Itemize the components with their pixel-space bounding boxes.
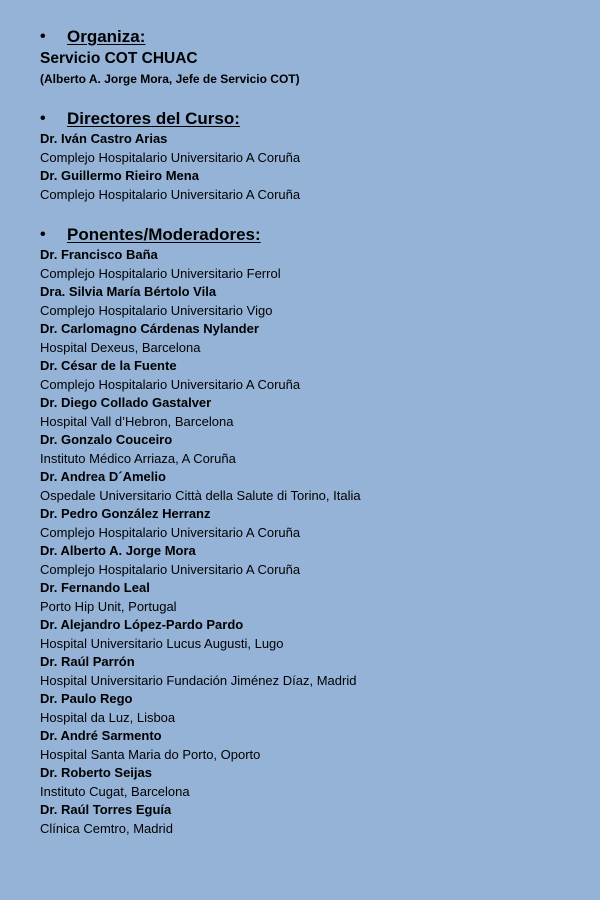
director-name: Dr. Iván Castro Arias bbox=[40, 131, 168, 146]
speaker-affiliation: Complejo Hospitalario Universitario Vigo bbox=[40, 302, 273, 318]
speaker-name: Dr. Pedro González Herranz bbox=[40, 506, 211, 521]
speaker-name: Dr. César de la Fuente bbox=[40, 358, 177, 373]
director-affiliation: Complejo Hospitalario Universitario A Coruña bbox=[40, 186, 301, 202]
speaker-name: Dr. Paulo Rego bbox=[40, 691, 133, 706]
speaker-name: Dr. Francisco Baña bbox=[40, 247, 158, 262]
director-name: Dr. Guillermo Rieiro Mena bbox=[40, 168, 199, 183]
speaker-affiliation: Clínica Cemtro, Madrid bbox=[40, 820, 173, 836]
director-affiliation: Complejo Hospitalario Universitario A Coruña bbox=[40, 149, 301, 165]
speaker-entry bbox=[40, 394, 600, 431]
organiza-heading-row bbox=[40, 26, 600, 48]
speaker-name: Dr. Raúl Torres Eguía bbox=[40, 802, 172, 817]
speaker-affiliation: Porto Hip Unit, Portugal bbox=[40, 598, 177, 614]
speaker-entry bbox=[40, 246, 600, 283]
speaker-affiliation: Complejo Hospitalario Universitario A Coruña bbox=[40, 524, 301, 540]
directores-list bbox=[40, 130, 600, 204]
directores-heading-row bbox=[40, 108, 600, 130]
organiza-heading: Organiza: bbox=[67, 27, 146, 46]
speaker-affiliation: Hospital Dexeus, Barcelona bbox=[40, 339, 201, 355]
speaker-name: Dr. Carlomagno Cárdenas Nylander bbox=[40, 321, 259, 336]
ponentes-heading: Ponentes/Moderadores: bbox=[67, 225, 261, 244]
speaker-entry bbox=[40, 727, 600, 764]
speaker-entry bbox=[40, 616, 600, 653]
ponentes-list bbox=[40, 246, 600, 838]
speaker-name: Dr. Roberto Seijas bbox=[40, 765, 152, 780]
speaker-name: Dr. Raúl Parrón bbox=[40, 654, 135, 669]
speaker-name: Dr. Diego Collado Gastalver bbox=[40, 395, 212, 410]
speaker-entry bbox=[40, 505, 600, 542]
ponentes-heading-row bbox=[40, 224, 600, 246]
bullet-icon: • bbox=[40, 110, 46, 127]
speaker-name: Dr. Alberto A. Jorge Mora bbox=[40, 543, 196, 558]
organiza-section bbox=[40, 26, 600, 88]
speaker-entry bbox=[40, 431, 600, 468]
speaker-affiliation: Complejo Hospitalario Universitario A Coruña bbox=[40, 561, 301, 577]
ponentes-section bbox=[40, 224, 600, 838]
speaker-entry bbox=[40, 690, 600, 727]
speaker-entry bbox=[40, 283, 600, 320]
speaker-entry bbox=[40, 579, 600, 616]
speaker-affiliation: Complejo Hospitalario Universitario Ferrol bbox=[40, 265, 281, 281]
directores-section bbox=[40, 108, 600, 204]
speaker-affiliation: Hospital Universitario Fundación Jiménez Díaz, Madrid bbox=[40, 672, 357, 688]
speaker-affiliation: Hospital Universitario Lucus Augusti, Lugo bbox=[40, 635, 284, 651]
speaker-affiliation: Hospital Santa Maria do Porto, Oporto bbox=[40, 746, 261, 762]
directores-heading: Directores del Curso: bbox=[67, 109, 240, 128]
director-entry bbox=[40, 167, 600, 204]
organizing-service: Servicio COT CHUAC bbox=[40, 50, 198, 67]
director-entry bbox=[40, 130, 600, 167]
speaker-entry bbox=[40, 357, 600, 394]
speaker-affiliation: Instituto Médico Arriaza, A Coruña bbox=[40, 450, 236, 466]
bullet-icon: • bbox=[40, 28, 46, 45]
speaker-entry bbox=[40, 801, 600, 838]
speaker-affiliation: Hospital Vall d’Hebron, Barcelona bbox=[40, 413, 234, 429]
speaker-entry bbox=[40, 653, 600, 690]
speaker-name: Dr. Alejandro López-Pardo Pardo bbox=[40, 617, 244, 632]
speaker-name: Dr. Gonzalo Couceiro bbox=[40, 432, 173, 447]
speaker-name: Dra. Silvia María Bértolo Vila bbox=[40, 284, 217, 299]
speaker-affiliation: Instituto Cugat, Barcelona bbox=[40, 783, 190, 799]
speaker-affiliation: Ospedale Universitario Città della Salute di Torino, Italia bbox=[40, 487, 361, 503]
speaker-affiliation: Hospital da Luz, Lisboa bbox=[40, 709, 176, 725]
bullet-icon: • bbox=[40, 226, 46, 243]
speaker-entry bbox=[40, 764, 600, 801]
speaker-entry bbox=[40, 468, 600, 505]
service-head-note: (Alberto A. Jorge Mora, Jefe de Servicio COT) bbox=[40, 72, 300, 86]
speaker-name: Dr. Andrea D´Amelio bbox=[40, 469, 166, 484]
speaker-entry bbox=[40, 320, 600, 357]
speaker-name: Dr. André Sarmento bbox=[40, 728, 162, 743]
speaker-entry bbox=[40, 542, 600, 579]
speaker-affiliation: Complejo Hospitalario Universitario A Coruña bbox=[40, 376, 301, 392]
speaker-name: Dr. Fernando Leal bbox=[40, 580, 150, 595]
